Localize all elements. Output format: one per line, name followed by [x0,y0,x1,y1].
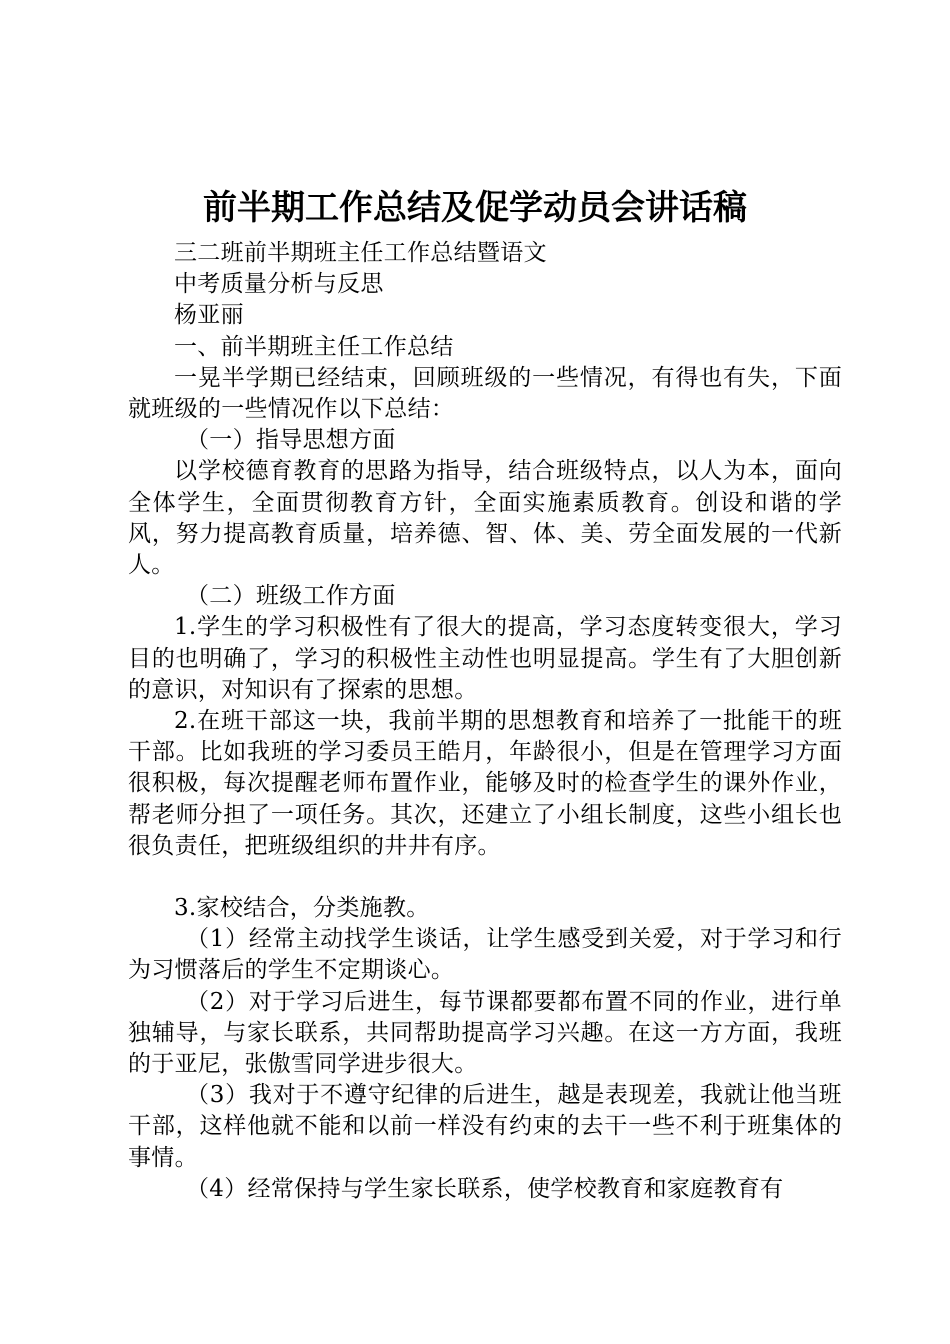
paragraph: 1.学生的学习积极性有了很大的提高，学习态度转变很大，学习目的也明确了，学习的积极性主动性也明显提高。学生有了大胆创新的意识，对知识有了探索的思想。 [128,614,842,703]
author-name: 杨亚丽 [174,302,244,329]
list-item: （4）经常保持与学生家长联系，使学校教育和家庭教育有 [186,1175,784,1202]
subtitle-line-2: 中考质量分析与反思 [174,271,384,298]
paragraph: 一晃半学期已经结束，回顾班级的一些情况，有得也有失，下面就班级的一些情况作以下总结： [128,364,842,423]
document-title: 前半期工作总结及促学动员会讲话稿 [203,188,747,228]
subsection-heading-1: （一）指导思想方面 [186,427,396,454]
list-item: （3）我对于不遵守纪律的后进生，越是表现差，我就让他当班干部，这样他就不能和以前一样没有约束的去干一些不利于班集体的事情。 [128,1082,842,1171]
document-body [128,238,842,1205]
list-item: （1）经常主动找学生谈话，让学生感受到关爱，对于学习和行为习惯落后的学生不定期谈心。 [128,926,842,984]
list-heading: 3.家校结合，分类施教。 [174,895,430,922]
section-heading-1: 一、前半期班主任工作总结 [174,333,454,360]
subsection-heading-2: （二）班级工作方面 [186,583,396,610]
subtitle-line-1: 三二班前半期班主任工作总结暨语文 [174,240,547,266]
paragraph: 以学校德育教育的思路为指导，结合班级特点，以人为本，面向全体学生，全面贯彻教育方针，全面实施素质教育。创设和谐的学风，努力提高教育质量，培养德、智、体、美、劳全面发展的一代新人。 [128,458,842,579]
list-item: （2）对于学习后进生，每节课都要都布置不同的作业，进行单独辅导，与家长联系，共同帮助提高学习兴趣。在这一方方面，我班的于亚尼，张傲雪同学进步很大。 [128,988,842,1078]
paragraph: 2.在班干部这一块，我前半期的思想教育和培养了一批能干的班干部。比如我班的学习委员王皓月，年龄很小，但是在管理学习方面很积极，每次提醒老师布置作业，能够及时的检查学生的课外作业，帮老师分担了一项任务。其次，还建立了小组长制度，这些小组长也很负责任，把班级组织的井井有序。 [128,708,842,859]
paragraph-gap [128,862,842,893]
